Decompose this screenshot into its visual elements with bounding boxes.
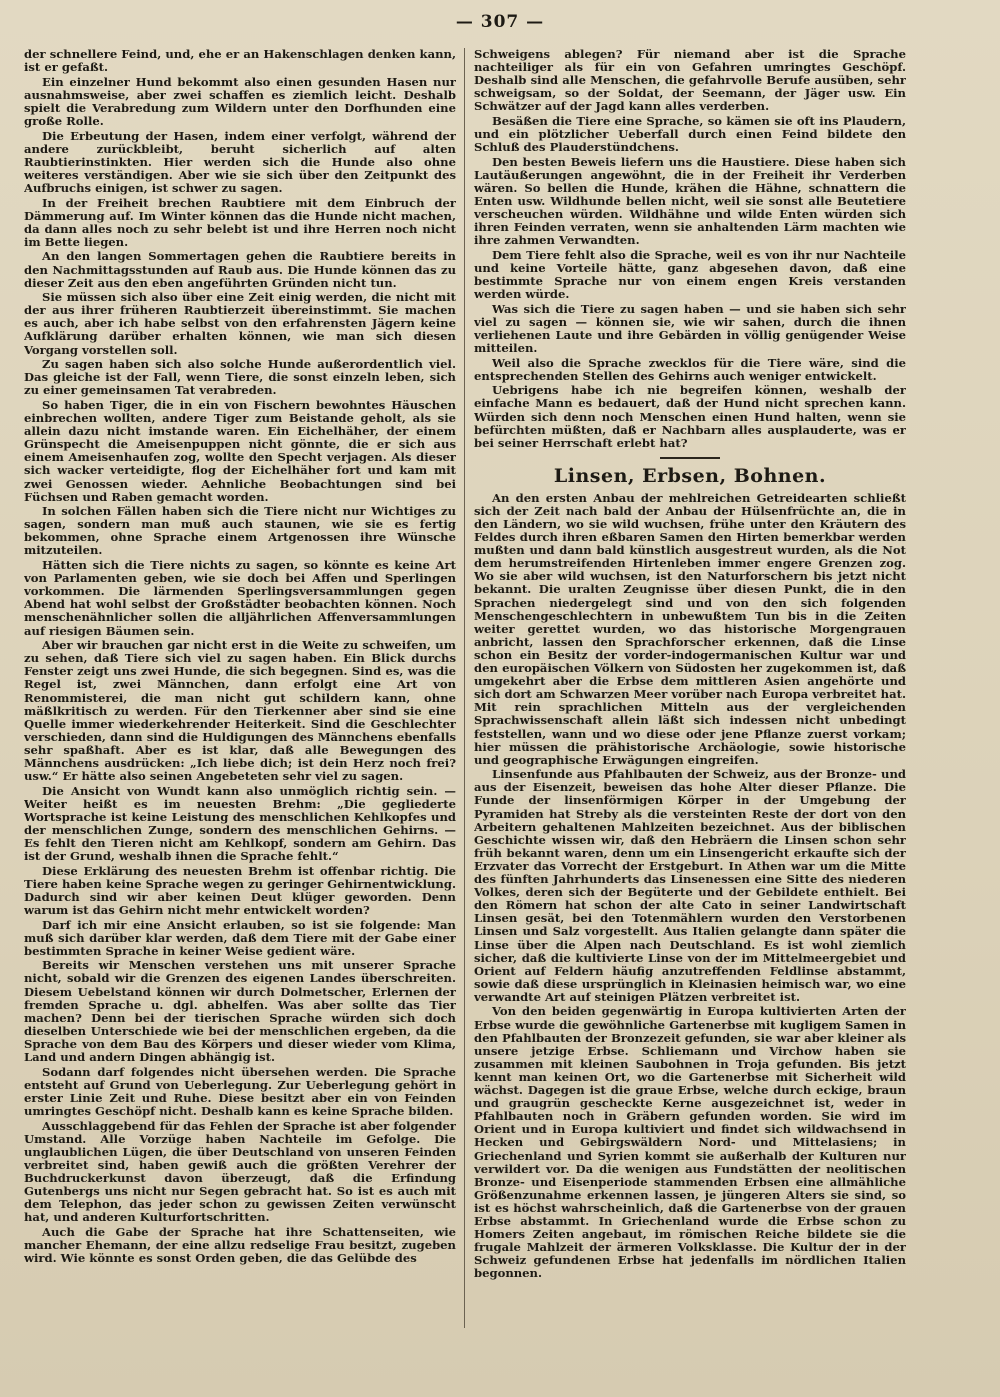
paragraph: Ein einzelner Hund bekommt also einen gesunden Hasen nur ausnahmsweise, aber zwei schaffen es ziemlich leicht. Deshalb spielt die Verabredung zum Wildern unter den Dorfhunden eine große Rolle. bbox=[24, 74, 456, 128]
paragraph: Von den beiden gegenwärtig in Europa kultivierten Arten der Erbse wurde die gewöhnliche Gartenerbse mit kugligem Samen in den Pfahlbauten der Bronzezeit gefunden, sie war aber kleiner als unsere jetzige Erbse. Schliemann und Virchow haben sie zusammen mit kleinen Saubohnen in Troja gefunden. Bis jetzt kennt man keinen Ort, wo die Gartenerbse mit Sicherheit wild wächst. Dagegen ist die graue Erbse, welche durch eckige, braun und graugrün gescheckte Kerne ausgezeichnet ist, weder in Pfahlbauten noch in Gräbern gefunden worden. Sie wird im Orient und in Europa kultiviert und findet sich wildwachsend in Hecken und Gebirgswäldern Nord- und Mittelasiens; in Griechenland und Syrien kommt sie außerhalb der Kulturen nur verwildert vor. Da die wenigen aus Fundstätten der neolitischen Bronze- und Eisenperiode stammenden Erbsen eine allmähliche Größenzunahme erkennen lassen, je jüngeren Alters sie sind, so ist es höchst wahrscheinlich, daß die Gartenerbse von der grauen Erbse abstammt. In Griechenland wurde die Erbse schon zu Homers Zeiten angebaut, im römischen Reiche bildete sie die frugale Mahlzeit der ärmeren Volksklasse. Die Kultur der in der Schweiz gefundenen Erbse hat jedenfalls im nördlichen Italien begonnen. bbox=[474, 1004, 906, 1281]
paragraph: An den langen Sommertagen gehen die Raubtiere bereits in den Nachmittagsstunden auf Raub aus. Die Hunde können das zu dieser Zeit aus den eben angeführten Gründen nicht tun. bbox=[24, 249, 456, 290]
paragraph: Bereits wir Menschen verstehen uns mit unserer Sprache nicht, sobald wir die Grenzen des eigenen Landes überschreiten. Diesem Uebelstand können wir durch Dolmetscher, Erlernen der fremden Sprache u. dgl. abhelfen. Was aber sollte das Tier machen? Denn bei der tierischen Sprache würden sich doch dieselben Unterschiede wie bei der menschlichen ergeben, da die Sprache von dem Bau des Körpers und dieser wieder vom Klima, Land und andern Dingen abhängig ist. bbox=[24, 958, 456, 1065]
page-number: — 307 — bbox=[455, 12, 545, 32]
paragraph: Die Erbeutung der Hasen, indem einer verfolgt, während der andere zurückbleibt, beruht sicherlich auf alten Raubtierinstinkten. Hier werden sich die Hunde also ohne weiteres verständigen. Aber wie sie sich über den Zeitpunkt des Aufbruchs einigen, ist schwer zu sagen. bbox=[24, 128, 456, 195]
article-body bbox=[474, 492, 906, 1281]
right-column bbox=[474, 48, 906, 1378]
column-divider bbox=[464, 48, 465, 1328]
paragraph: Die Ansicht von Wundt kann also unmöglich richtig sein. — Weiter heißt es im neuesten Brehm: „Die gegliederte Wortsprache ist keine Leistung des menschlichen Kehlkopfes und der menschlichen Zunge, sondern des menschlichen Gehirns. — Es fehlt den Tieren nicht am Kehlkopf, sondern am Gehirn. Das ist der Grund, weshalb ihnen die Sprache fehlt.“ bbox=[24, 783, 456, 864]
article-separator-rule bbox=[660, 457, 720, 459]
paragraph: Schweigens ablegen? Für niemand aber ist die Sprache nachteiliger als für ein von Gefahren umringtes Geschöpf. Deshalb sind alle Menschen, die gefahrvolle Berufe ausüben, sehr schweigsam, so der Soldat, der Seemann, der Jäger usw. Ein Schwätzer auf der Jagd kann alles verderben. bbox=[474, 48, 906, 114]
right-column-continuation bbox=[474, 48, 906, 450]
paragraph: Auch die Gabe der Sprache hat ihre Schattenseiten, wie mancher Ehemann, der eine allzu redselige Frau besitzt, zugeben wird. Wie könnte es sonst Orden geben, die das Gelübde des bbox=[24, 1224, 456, 1265]
paragraph: Aber wir brauchen gar nicht erst in die Weite zu schweifen, um zu sehen, daß Tiere sich viel zu sagen haben. Ein Blick durchs Fenster zeigt uns zwei Hunde, die sich begegnen. Sind es, was die Regel ist, zwei Männchen, dann erfolgt eine Art von Renommisterei, die man nicht gut schildern kann, ohne mäßlkritisch zu werden. Für den Tierkenner aber sind sie eine Quelle immer wiederkehrender Heiterkeit. Sind die Geschlechter verschieden, dann sind die Huldigungen des Männchens ebenfalls sehr spaßhaft. Aber es ist klar, daß alle Bewegungen des Männchens ausdrücken: „Ich liebe dich; ist dein Herz noch frei? usw.“ Er hätte also seinen Angebeteten sehr viel zu sagen. bbox=[24, 638, 456, 784]
paragraph: An den ersten Anbau der mehlreichen Getreidearten schließt sich der Zeit nach bald der Anbau der Hülsenfrüchte an, die in den Ländern, wo sie wild wuchsen, frühe unter den Kräutern des Feldes durch ihren eßbaren Samen den Hirten bemerkbar werden mußten und dann bald künstlich ausgestreut wurden, als die Not dem herumstreifenden Hirtenleben immer engere Grenzen zog. Wo sie aber wild wuchsen, ist den Naturforschern bis jetzt nicht bekannt. Die uralten Zeugnisse über diesen Punkt, die in den Sprachen niedergelegt sind und von den sich folgenden Menschengeschlechtern in unbewußtem Tun bis in die Zeiten weiter gerettet wurden, wo das historische Morgengrauen anbricht, lassen den Sprachforscher erkennen, daß die Linse schon ein Besitz der vorder-indogermanischen Kultur war und den europäischen Völkern von Südosten her zugekommen ist, daß umgekehrt aber die Erbse dem mittleren Asien angehörte und sich dort am Schwarzen Meer vorüber nach Europa verbreitet hat. Mit rein sprachlichen Mitteln aus der vergleichenden Sprachwissenschaft allein läßt sich indessen nicht unbedingt feststellen, wann und wo diese oder jene Pflanze zuerst vorkam; hier müssen die prähistorische Archäologie, sowie historische und geographische Erwägungen eingreifen. bbox=[474, 490, 906, 767]
paragraph: Weil also die Sprache zwecklos für die Tiere wäre, sind die entsprechenden Stellen des Gehirns auch weniger entwickelt. bbox=[474, 355, 906, 383]
paragraph: Zu sagen haben sich also solche Hunde außerordentlich viel. Das gleiche ist der Fall, wenn Tiere, die sonst einzeln leben, sich zu einer gemeinsamen Tat verabreden. bbox=[24, 357, 456, 398]
paragraph: Ausschlaggebend für das Fehlen der Sprache ist aber folgender Umstand. Alle Vorzüge haben Nachteile im Gefolge. Die unglaublichen Lügen, die über Deutschland von unseren Feinden verbreitet sind, haben gewiß auch die größten Verehrer der Buchdruckerkunst davon überzeugt, daß die Erfindung Gutenbergs uns nicht nur Segen gebracht hat. So ist es auch mit dem Telephon, das jeder schon zu gewissen Zeiten verwünscht hat, und anderen Kulturfortschritten. bbox=[24, 1118, 456, 1225]
paragraph: Was sich die Tiere zu sagen haben — und sie haben sich sehr viel zu sagen — können sie, wie wir sahen, durch die ihnen verliehenen Laute und ihre Gebärden in völlig genügender Weise mitteilen. bbox=[474, 301, 906, 356]
paragraph: Darf ich mir eine Ansicht erlauben, so ist sie folgende: Man muß sich darüber klar werden, daß dem Tiere mit der Gabe einer bestimmten Sprache in keiner Weise gedient wäre. bbox=[24, 917, 456, 958]
paragraph: Sodann darf folgendes nicht übersehen werden. Die Sprache entsteht auf Grund von Ueberlegung. Zur Ueberlegung gehört in erster Linie Zeit und Ruhe. Diese besitzt aber ein von Feinden umringtes Geschöpf nicht. Deshalb kann es keine Sprache bilden. bbox=[24, 1064, 456, 1118]
left-column bbox=[24, 48, 456, 1378]
paragraph: So haben Tiger, die in ein von Fischern bewohntes Häuschen einbrechen wollten, andere Tiger zum Beistande geholt, als sie allein dazu nicht imstande waren. Ein Eichelhäher, der einem Grünspecht die Ameisenpuppen nicht gönnte, die er sich aus einem Ameisenhaufen zog, wollte den Specht verjagen. Als dieser sich wacker verteidigte, flog der Eichelhäher fort und kam mit zwei Genossen wieder. Aehnliche Beobachtungen sind bei Füchsen und Raben gemacht worden. bbox=[24, 397, 456, 504]
article-headline: Linsen, Erbsen, Bohnen. bbox=[553, 464, 827, 487]
paragraph: In der Freiheit brechen Raubtiere mit dem Einbruch der Dämmerung auf. Im Winter können das die Hunde nicht machen, da dann alles noch zu sehr belebt ist und ihre Herren noch nicht im Bette liegen. bbox=[24, 195, 456, 249]
paragraph: Hätten sich die Tiere nichts zu sagen, so könnte es keine Art von Parlamenten geben, wie sie doch bei Affen und Sperlingen vorkommen. Die lärmenden Sperlingsversammlungen gegen Abend hat wohl selbst der Großstädter beobachten können. Noch menschenähnlicher sollen die alljährlichen Affenversammlungen auf riesigen Bäumen sein. bbox=[24, 558, 456, 638]
paragraph: In solchen Fällen haben sich die Tiere nicht nur Wichtiges zu sagen, sondern man muß auch staunen, wie sie es fertig bekommen, ohne Sprache einem Artgenossen ihre Wünsche mitzuteilen. bbox=[24, 504, 456, 558]
paragraph: Sie müssen sich also über eine Zeit einig werden, die nicht mit der aus ihrer früheren Raubtierzeit übereinstimmt. Sie machen es auch, aber ich habe selbst von den erfahrensten Jägern keine Aufklärung darüber erhalten können, wie man sich diesen Vorgang vorstellen soll. bbox=[24, 290, 456, 357]
paragraph: Dem Tiere fehlt also die Sprache, weil es von ihr nur Nachteile und keine Vorteile hätte, ganz abgesehen davon, daß eine bestimmte Sprache nur von einem engen Kreis verstanden werden würde. bbox=[474, 247, 906, 302]
paragraph: Besäßen die Tiere eine Sprache, so kämen sie oft ins Plaudern, und ein plötzlicher Ueberfall durch einen Feind bildete den Schluß des Plauderstündchens. bbox=[474, 113, 906, 155]
paragraph: Linsenfunde aus Pfahlbauten der Schweiz, aus der Bronze- und aus der Eisenzeit, beweisen das hohe Alter dieser Pflanze. Die Funde der linsenförmigen Körper in der Umgebung der Pyramiden hat Streby als die versteinten Reste der dort von den Arbeitern gehaltenen Mahlzeiten bezeichnet. Aus der biblischen Geschichte wissen wir, daß den Hebräern die Linsen schon sehr früh bekannt waren, denn um ein Linsengericht erkaufte sich der Erzvater das Vorrecht der Erstgeburt. In Athen war um die Mitte des fünften Jahrhunderts das Linsenessen eine Sitte des niederen Volkes, deren sich der Begüterte und der Gebildete enthielt. Bei den Römern hat schon der alte Cato in seiner Landwirtschaft Linsen gesät, bei den Totenmählern wurden den Verstorbenen Linsen und Salz vorgestellt. Aus Italien gelangte dann später die Linse über die Alpen nach Deutschland. Es ist wohl ziemlich sicher, daß die kultivierte Linse von der im Mittelmeergebiet und Orient auf Feldern häufig anzutreffenden Feldlinse abstammt, sowie daß diese ursprünglich in Kleinasien heimisch war, wo eine verwandte Art auf steinigen Plätzen verbreitet ist. bbox=[474, 767, 906, 1004]
paragraph: der schnellere Feind, und, ehe er an Hakenschlagen denken kann, ist er gefaßt. bbox=[24, 48, 456, 75]
paragraph: Uebrigens habe ich nie begreifen können, weshalb der einfache Mann es bedauert, daß der Hund nicht sprechen kann. Würden sich denn noch Menschen einen Hund halten, wenn sie befürchten müßten, daß er Nachbarn alles ausplauderte, was er bei seiner Herrschaft erlebt hat? bbox=[474, 383, 906, 450]
paragraph: Diese Erklärung des neuesten Brehm ist offenbar richtig. Die Tiere haben keine Sprache wegen zu geringer Gehirnentwicklung. Dadurch sind wir aber keinen Deut klüger geworden. Denn warum ist das Gehirn nicht mehr entwickelt worden? bbox=[24, 863, 456, 917]
paragraph: Den besten Beweis liefern uns die Haustiere. Diese haben sich Lautäußerungen angewöhnt, die in der Freiheit ihr Verderben wären. So bellen die Hunde, krähen die Hähne, schnattern die Enten usw. Wildhunde bellen nicht, weil sie sonst alle Beutetiere verscheuchen würden. Wildhähne und wilde Enten würden sich ihren Feinden verraten, wenn sie anhaltenden Lärm machten wie ihre zahmen Verwandten. bbox=[474, 154, 906, 248]
